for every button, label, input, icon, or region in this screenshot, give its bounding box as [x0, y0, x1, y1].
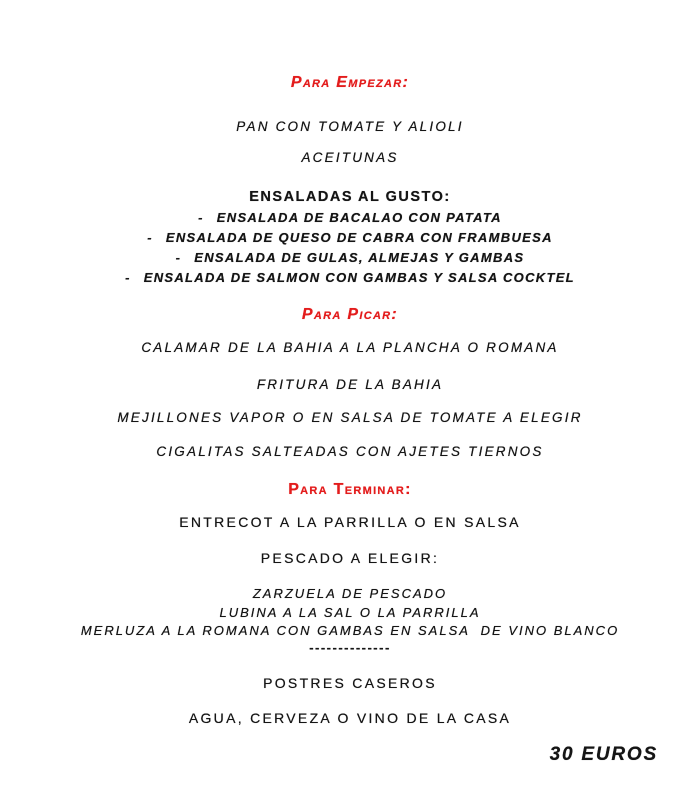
salad-item-label: ENSALADA DE QUESO DE CABRA CON FRAMBUESA — [165, 230, 553, 245]
section-heading-para-picar: Para Picar: — [301, 306, 399, 323]
menu-item-bebidas: AGUA, CERVEZA O VINO DE LA CASA — [188, 710, 512, 726]
menu-item-calamar: CALAMAR DE LA BAHIA A LA PLANCHA O ROMANA — [141, 340, 559, 355]
menu-price: 30 EUROS — [549, 744, 658, 765]
salad-item — [0, 231, 700, 246]
salad-item-label: ENSALADA DE SALMON CON GAMBAS Y SALSA COCKTEL — [143, 270, 575, 285]
fish-item-merluza: MERLUZA A LA ROMANA CON GAMBAS EN SALSA DE VINO BLANCO — [80, 623, 620, 638]
dash-bullet: - — [198, 210, 204, 225]
menu-item-entrecot: ENTRECOT A LA PARRILLA O EN SALSA — [179, 514, 521, 530]
section-heading-para-empezar: Para Empezar: — [290, 74, 410, 91]
salad-item — [0, 271, 700, 286]
salad-item — [0, 251, 700, 266]
subsection-heading-pescado: PESCADO A ELEGIR: — [260, 550, 440, 566]
dash-bullet: - — [147, 230, 153, 245]
fish-item-zarzuela: ZARZUELA DE PESCADO — [252, 586, 448, 601]
menu-item-fritura: FRITURA DE LA BAHIA — [256, 377, 444, 392]
dash-bullet: - — [175, 250, 182, 265]
subsection-heading-ensaladas: ENSALADAS AL GUSTO: — [249, 189, 451, 205]
section-heading-para-terminar: Para Terminar: — [288, 481, 412, 498]
fish-item-lubina: LUBINA A LA SAL O LA PARRILLA — [219, 605, 481, 620]
salad-item — [0, 211, 700, 226]
menu-item-aceitunas: ACEITUNAS — [301, 150, 399, 165]
dash-bullet: - — [125, 270, 131, 285]
dashed-divider: -------------- — [309, 640, 391, 655]
menu-item-pan-con-tomate: PAN CON TOMATE Y ALIOLI — [236, 119, 464, 134]
menu-item-mejillones: MEJILLONES VAPOR O EN SALSA DE TOMATE A ELEGIR — [117, 410, 583, 425]
menu-item-postres: POSTRES CASEROS — [263, 675, 437, 691]
menu-item-cigalitas: CIGALITAS SALTEADAS CON AJETES TIERNOS — [156, 444, 544, 459]
salad-item-label: ENSALADA DE GULAS, ALMEJAS Y GAMBAS — [194, 250, 525, 265]
salad-item-label: ENSALADA DE BACALAO CON PATATA — [216, 210, 502, 225]
